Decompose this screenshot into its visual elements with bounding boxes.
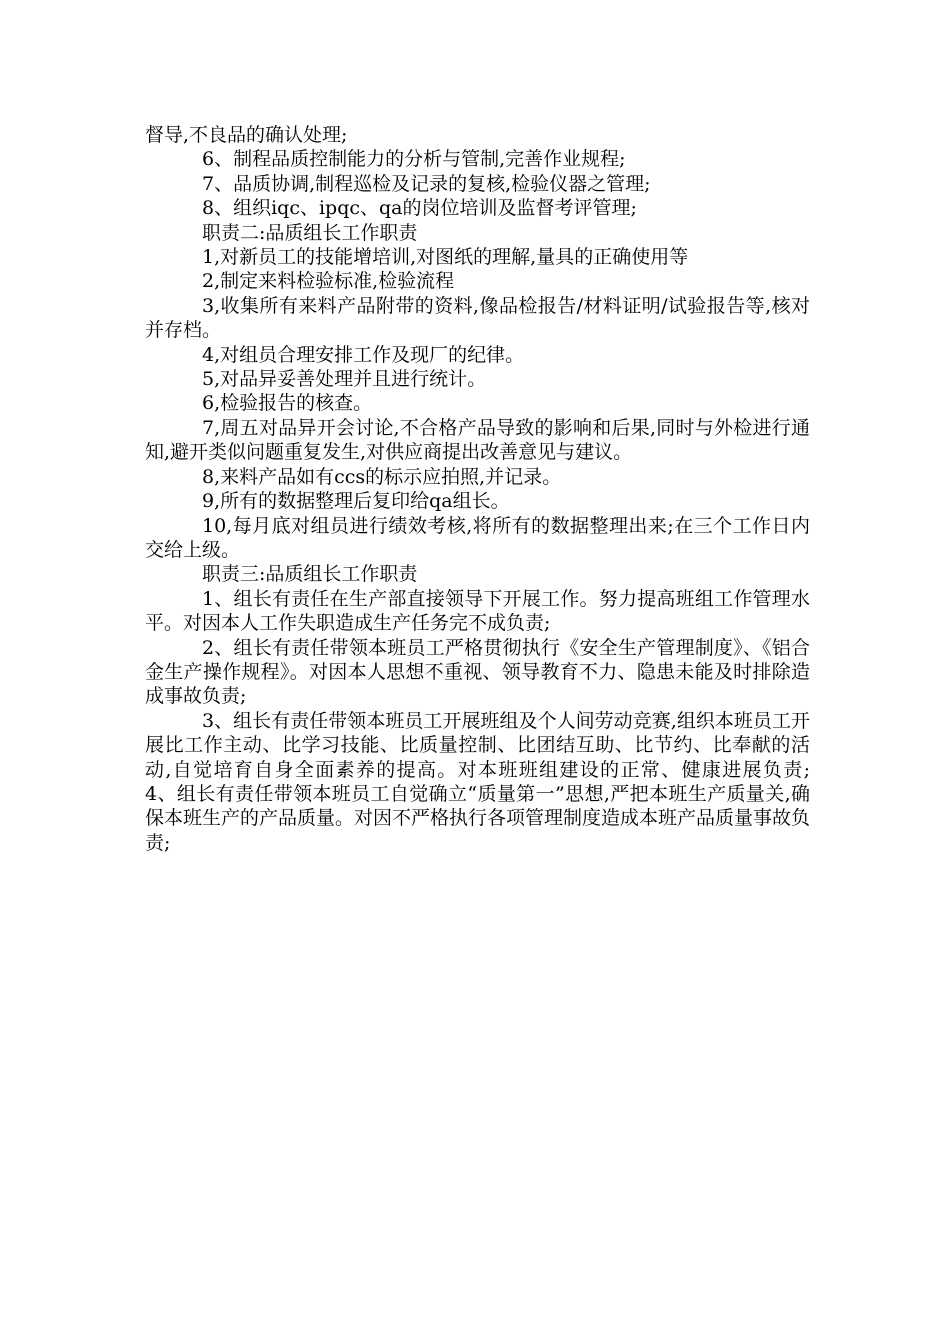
paragraph: 10,每月底对组员进行绩效考核,将所有的数据整理出来;在三个工作日内交给上级。 bbox=[145, 514, 810, 561]
paragraph: 2、组长有责任带领本班员工严格贯彻执行《安全生产管理制度》、《铝合金生产操作规程》。对因本人思想不重视、领导教育不力、隐患未能及时排除造成事故负责; bbox=[145, 636, 810, 708]
paragraph: 7,周五对品异开会讨论,不合格产品导致的影响和后果,同时与外检进行通知,避开类似问题重复发生,对供应商提出改善意见与建议。 bbox=[145, 416, 810, 464]
paragraph: 2,制定来料检验标准,检验流程 bbox=[202, 270, 455, 293]
paragraph: 6,检验报告的核查。 bbox=[202, 392, 373, 415]
paragraph: 1、组长有责任在生产部直接领导下开展工作。努力提高班组工作管理水平。对因本人工作失职造成生产任务完不成负责; bbox=[145, 587, 810, 635]
paragraph: 8,来料产品如有ccs的标示应拍照,并记录。 bbox=[202, 465, 562, 488]
paragraph: 5,对品异妥善处理并且进行统计。 bbox=[202, 368, 487, 391]
section-heading: 职责二:品质组长工作职责 bbox=[202, 221, 418, 244]
paragraph: 1,对新员工的技能增培训,对图纸的理解,量具的正确使用等 bbox=[202, 246, 689, 269]
paragraph: 3,收集所有来料产品附带的资料,像品检报告/材料证明/试验报告等,核对并存档。 bbox=[145, 294, 810, 342]
paragraph: 8、组织iqc、ipqc、qa的岗位培训及监督考评管理; bbox=[202, 197, 637, 220]
paragraph: 督导,不良品的确认处理; bbox=[145, 124, 348, 146]
paragraph: 6、制程品质控制能力的分析与管制,完善作业规程; bbox=[202, 148, 626, 171]
paragraph: 9,所有的数据整理后复印给qa组长。 bbox=[202, 490, 510, 513]
document-body bbox=[145, 123, 830, 855]
paragraph: 7、品质协调,制程巡检及记录的复核,检验仪器之管理; bbox=[202, 172, 651, 195]
paragraph: 4,对组员合理安排工作及现厂的纪律。 bbox=[202, 343, 525, 366]
section-heading: 职责三:品质组长工作职责 bbox=[202, 563, 418, 586]
paragraph: 3、组长有责任带领本班员工开展班组及个人间劳动竞赛,组织本班员工开展比工作主动、比学习技能、比质量控制、比团结互助、比节约、比奉献的活动,自觉培育自身全面素养的提高。对本班班组建设的正常、健康进展负责; 4、组长有责任带领本班员工自觉确立“质量第一”思想,严把本班生产质量关,确保本班生产的产品质量。对因不严格执行各项管理制度造成本班产品质量事故负责; bbox=[145, 709, 830, 854]
